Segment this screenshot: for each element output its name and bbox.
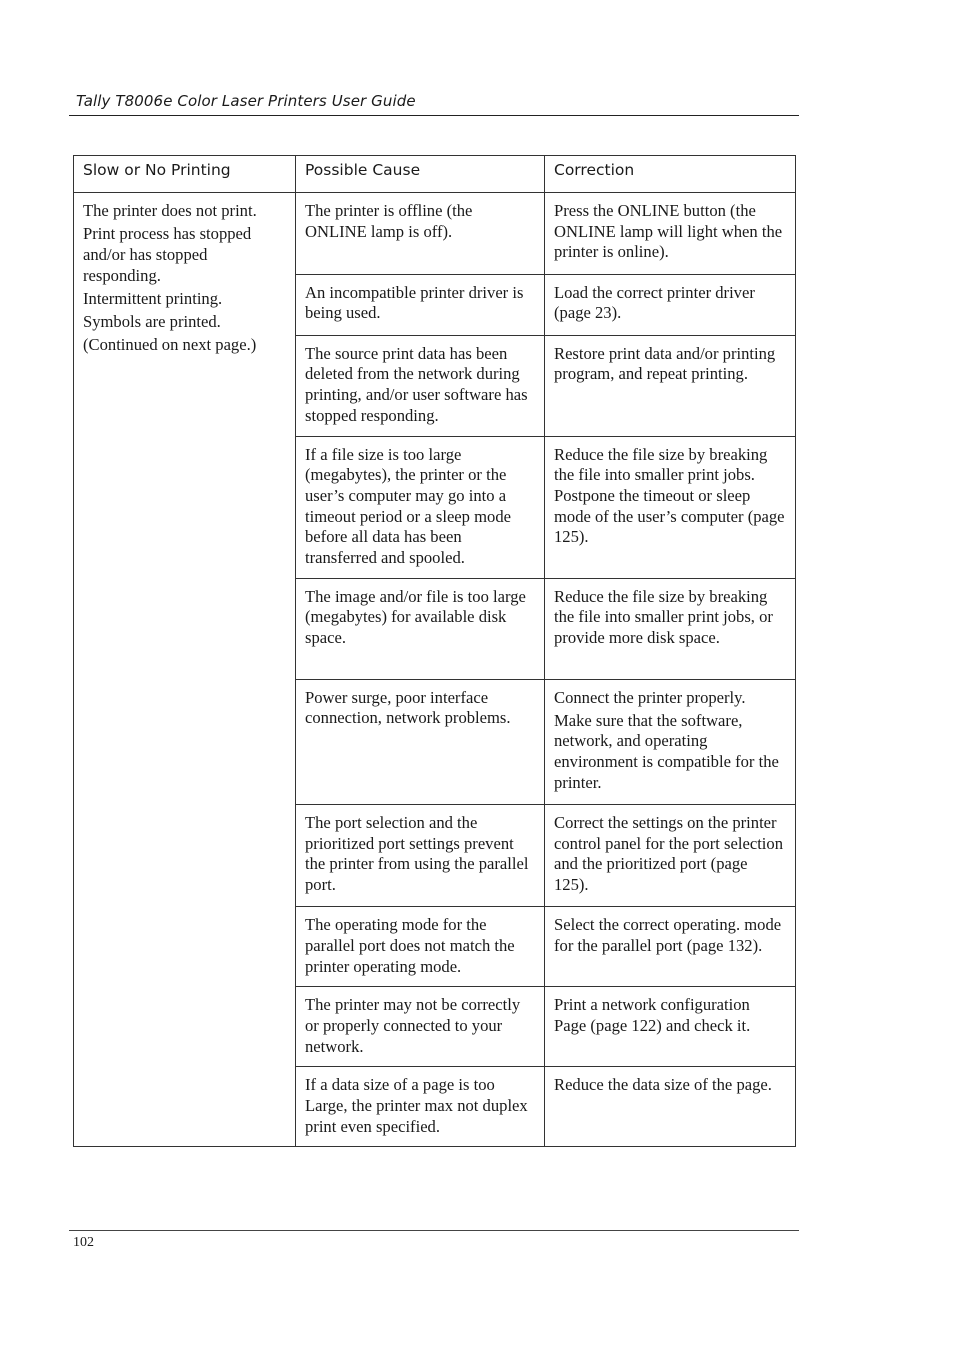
cause-cell: If a file size is too large (megabytes), the printer or the user’s computer may go into a timeout period or a sleep mode before all data has been transferred and spooled. <box>296 436 545 578</box>
column-header-correction: Correction <box>545 156 796 193</box>
symptom-text: Print process has stopped and/or has stopped responding. <box>83 224 252 285</box>
correction-cell <box>545 193 796 275</box>
correction-text: Make sure that the software, network, and operating environment is compatible for the printer. <box>554 710 779 792</box>
symptom-text: The printer does not print. <box>83 201 257 220</box>
correction-cell <box>545 578 796 679</box>
cause-cell: The port selection and the prioritized port settings prevent the printer from using the parallel port. <box>296 805 545 907</box>
correction-cell <box>545 805 796 907</box>
correction-text: Reduce the file size by breaking the file into smaller print jobs, or provide more disk space. <box>554 586 773 647</box>
correction-cell <box>545 335 796 436</box>
troubleshooting-table <box>73 155 796 1147</box>
running-header: Tally T8006e Color Laser Printers User Guide <box>76 92 416 110</box>
correction-text: Restore print data and/or printing program, and repeat printing. <box>554 343 776 384</box>
cause-cell: If a data size of a page is too Large, the printer max not duplex print even specified. <box>296 1067 545 1147</box>
footer-rule <box>69 1230 799 1231</box>
cause-cell: Power surge, poor interface connection, network problems. <box>296 679 545 805</box>
table-header-row <box>74 156 796 193</box>
cause-cell: The operating mode for the parallel port does not match the printer operating mode. <box>296 907 545 987</box>
symptom-text: Symbols are printed. <box>83 312 221 332</box>
correction-text: Load the correct printer driver (page 23). <box>554 282 755 323</box>
correction-text: Select the correct operating. mode for the parallel port (page 132). <box>554 915 782 956</box>
symptom-text: Intermittent printing. <box>83 288 223 308</box>
page-number: 102 <box>73 1235 94 1250</box>
correction-cell <box>545 679 796 805</box>
correction-text: Print a network configuration Page (page 122) and check it. <box>554 995 751 1036</box>
cause-cell: The printer may not be correctly or properly connected to your network. <box>296 987 545 1067</box>
symptom-text: (Continued on next page.) <box>83 335 257 355</box>
cause-cell: The printer is offline (the ONLINE lamp is off). <box>296 193 545 275</box>
symptom-cell <box>74 193 296 1147</box>
correction-text: Reduce the data size of the page. <box>554 1075 772 1095</box>
correction-cell <box>545 907 796 987</box>
correction-text: Reduce the file size by breaking the file into smaller print jobs. Postpone the timeout or sleep mode of the user’s computer (page 125). <box>554 444 785 547</box>
correction-text: Connect the printer properly. <box>554 687 746 707</box>
correction-text: Correct the settings on the printer control panel for the port selection and the prioritized port (page 125). <box>554 813 784 895</box>
correction-text: Press the ONLINE button (the ONLINE lamp will light when the printer is online). <box>554 201 783 262</box>
correction-cell <box>545 987 796 1067</box>
header-rule <box>69 115 799 116</box>
correction-cell <box>545 274 796 335</box>
column-header-symptom: Slow or No Printing <box>74 156 296 193</box>
table-row <box>74 193 796 275</box>
correction-cell <box>545 436 796 578</box>
cause-cell: An incompatible printer driver is being used. <box>296 274 545 335</box>
cause-cell: The source print data has been deleted from the network during printing, and/or user software has stopped responding. <box>296 335 545 436</box>
column-header-cause: Possible Cause <box>296 156 545 193</box>
correction-cell <box>545 1067 796 1147</box>
cause-cell: The image and/or file is too large (megabytes) for available disk space. <box>296 578 545 679</box>
